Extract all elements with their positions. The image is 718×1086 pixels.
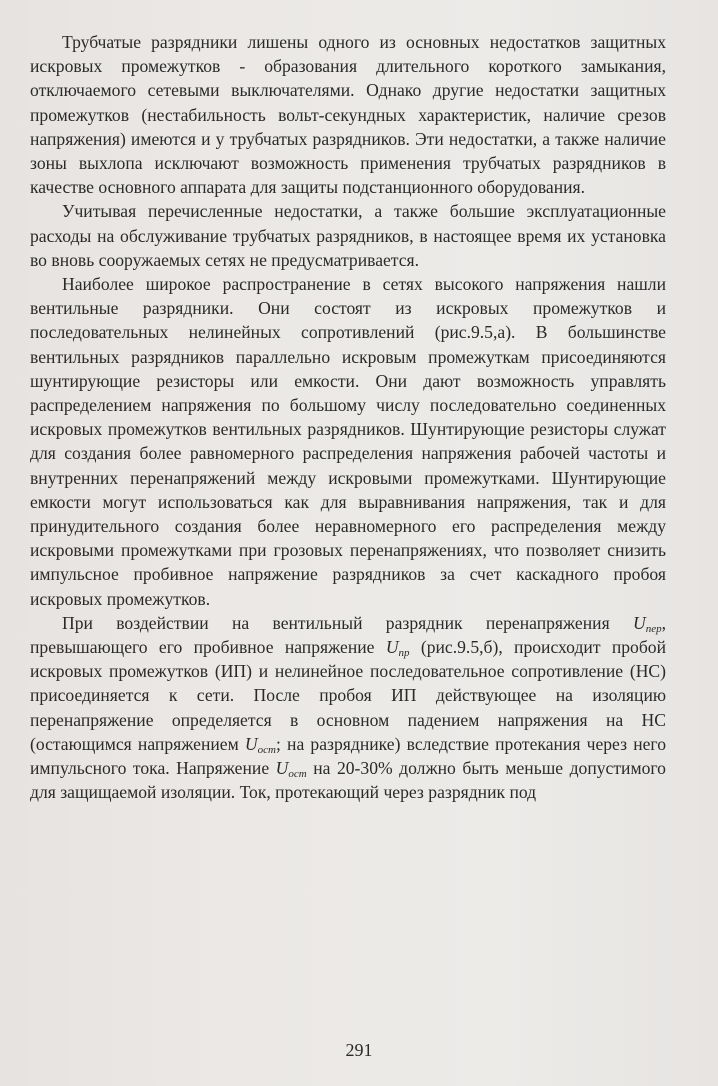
paragraph-valve-arresters: Наиболее широкое распространение в сетях высокого напряжения нашли вентильные разрядники. Они состоят из искровых промежутков и последовательных нелинейных сопротивлений (рис.9.5,а). В большинстве вентильных разрядников параллельно искровым промежуткам присоединяются шунтирующие резисторы или емкости. Они дают возможность управлять распределением напряжения по большому числу последовательно соединенных искровых промежутков вентильных разрядников. Шунтирующие резисторы служат для создания более равномерного распределения напряжения рабочей частоты и внутренних перенапряжений между искровыми промежутками. Шунтирующие емкости могут использоваться как для выравнивания напряжения, так и для принудительного создания более неравномерного его распределения между искровыми промежутками при грозовых перенапряжениях, что позволяет снизить импульсное пробивное напряжение разрядников за счет каскадного пробоя искровых промежутков. — [30, 274, 666, 609]
symbol-letter: U — [385, 637, 399, 658]
symbol-letter: U — [244, 733, 258, 754]
text-run: (рис.9.5,б), происходит пробой искровых промежутков (ИП) и нелинейное последовательное сопротивление (НС) присоединяется к сети. После пробоя ИП действующее на изоляцию перенапряжение определяется в основном падением напряжения на НС (остающимся напряжением — [30, 637, 666, 754]
text-run: При воздействии на вентильный разрядник перенапряжения — [62, 612, 633, 633]
symbol-u-pr — [385, 637, 410, 660]
symbol-u-per — [633, 613, 662, 633]
symbol-subscript: пр — [398, 647, 410, 660]
paragraph-overvoltage-action — [30, 611, 666, 805]
text-body — [30, 30, 666, 805]
symbol-u-ost — [275, 758, 307, 781]
symbol-subscript: пер — [645, 622, 662, 635]
page-number: 291 — [345, 1040, 373, 1060]
symbol-subscript: ост — [288, 768, 307, 781]
paragraph-drawbacks: Учитывая перечисленные недостатки, а также большие эксплуатационные расходы на обслуживание трубчатых разрядников, в настоящее время их установка во вновь сооружаемых сетях не предусматривается. — [30, 201, 666, 270]
symbol-letter: U — [275, 758, 289, 779]
symbol-letter: U — [632, 612, 646, 633]
text-run: на 20-30% должно быть меньше допустимого для защищаемой изоляции. Ток, протекающий через разрядник под — [30, 758, 666, 803]
text-run: ; на разряднике) вследствие протекания через него импульсного тока. Напряжение — [30, 733, 667, 779]
symbol-subscript: ост — [257, 743, 276, 756]
text-run: , превышающего его пробивное напряжение — [30, 612, 666, 658]
symbol-u-ost — [245, 734, 276, 754]
paragraph-tubular-arresters: Трубчатые разрядники лишены одного из основных недостатков защитных искровых промежутков - образования длительного короткого замыкания, отключаемого сетевыми выключателями. Однако другие недостатки защитных промежутков (нестабильность вольт-секундных характеристик, наличие срезов напряжения) имеются и у трубчатых разрядников. Эти недостатки, а также наличие зоны выхлопа исключают возможность применения трубчатых разрядников в качестве основного аппарата для защиты подстанционного оборудования. — [30, 32, 666, 198]
